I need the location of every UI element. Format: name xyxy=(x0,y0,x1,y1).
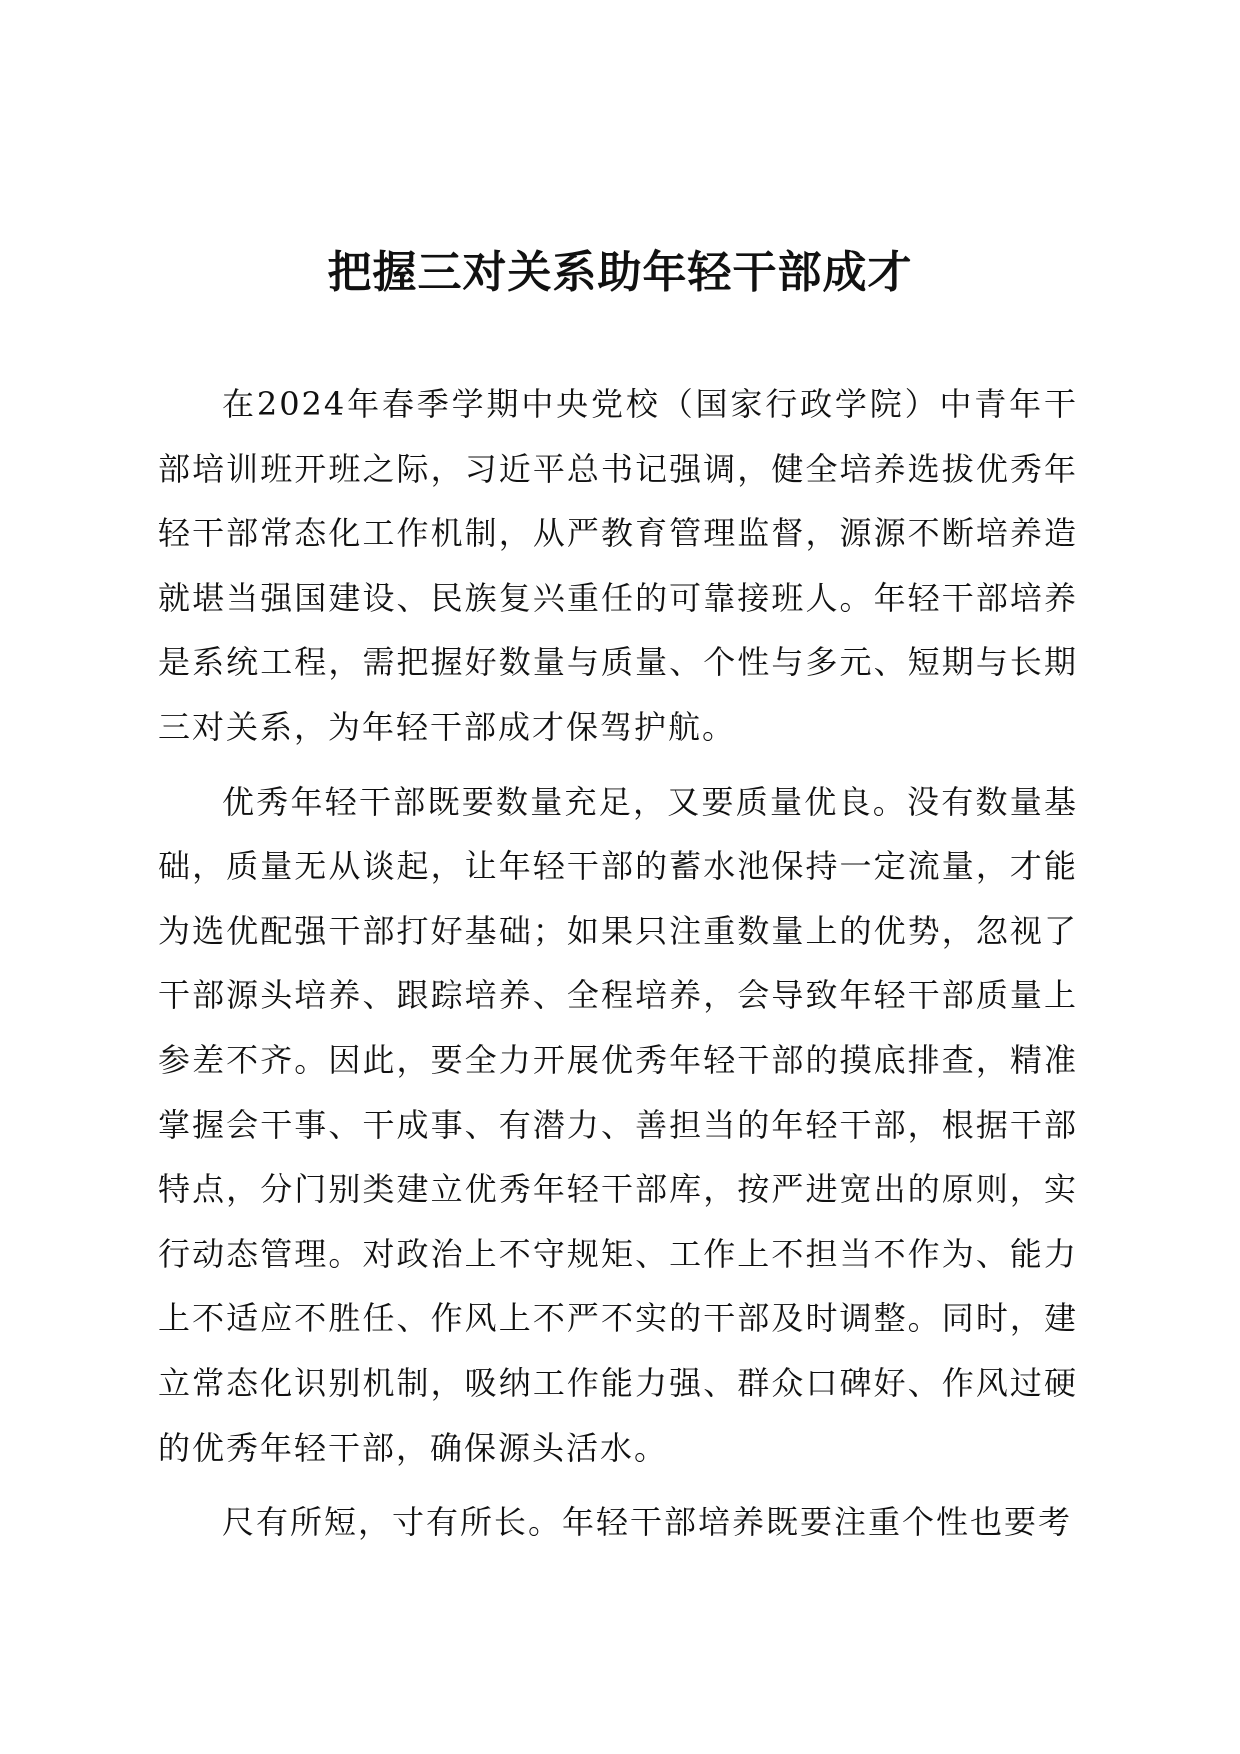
paragraph-3: 尺有所短，寸有所长。年轻干部培养既要注重个性也要考 xyxy=(222,1503,1073,1542)
document-body xyxy=(158,372,1078,1565)
paragraph-2: 优秀年轻干部既要数量充足，又要质量优良。没有数量基础，质量无从谈起，让年轻干部的蓄水池保持一定流量，才能为选优配强干部打好基础；如果只注重数量上的优势，忽视了干部源头培养、跟踪培养、全程培养，会导致年轻干部质量上参差不齐。因此，要全力开展优秀年轻干部的摸底排查，精准掌握会干事、干成事、有潜力、善担当的年轻干部，根据干部特点，分门别类建立优秀年轻干部库，按严进宽出的原则，实行动态管理。对政治上不守规矩、工作上不担当不作为、能力上不适应不胜任、作风上不严不实的干部及时调整。同时，建立常态化识别机制，吸纳工作能力强、群众口碑好、作风过硬的优秀年轻干部，确保源头活水。 xyxy=(158,782,1078,1467)
document-title: 把握三对关系助年轻干部成才 xyxy=(327,247,913,298)
paragraph-1: 在2024年春季学期中央党校（国家行政学院）中青年干部培训班开班之际，习近平总书记强调，健全培养选拔优秀年轻干部常态化工作机制，从严教育管理监督，源源不断培养造就堪当强国建设、民族复兴重任的可靠接班人。年轻干部培养是系统工程，需把握好数量与质量、个性与多元、短期与长期三对关系，为年轻干部成才保驾护航。 xyxy=(158,385,1078,746)
